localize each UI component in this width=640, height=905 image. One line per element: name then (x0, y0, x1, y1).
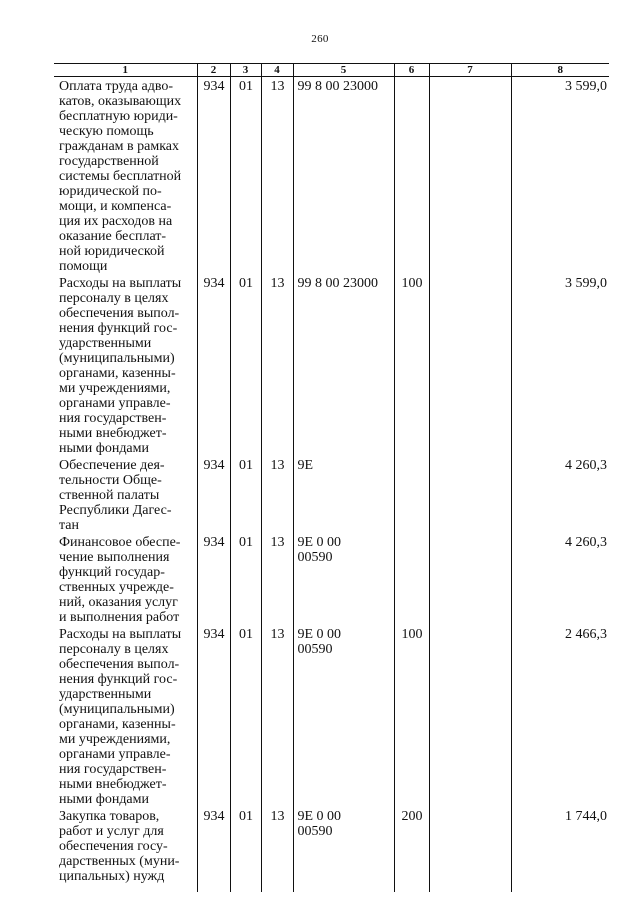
amount: 4 260,3 (511, 456, 609, 533)
subsection-code: 13 (261, 456, 293, 533)
expense-type: 100 (394, 625, 429, 807)
column-7 (429, 274, 511, 456)
ministry-code: 934 (197, 274, 230, 456)
header-row (54, 64, 609, 77)
column-header: 3 (230, 64, 261, 77)
subsection-code: 13 (261, 274, 293, 456)
ministry-code: 934 (197, 807, 230, 892)
budget-table (54, 63, 609, 892)
section-code: 01 (230, 456, 261, 533)
subsection-code: 13 (261, 625, 293, 807)
column-header: 6 (394, 64, 429, 77)
subsection-code: 13 (261, 533, 293, 625)
expense-type: 100 (394, 274, 429, 456)
amount: 3 599,0 (511, 274, 609, 456)
target-article: 99 8 00 23000 (293, 274, 394, 456)
column-header: 2 (197, 64, 230, 77)
amount: 2 466,3 (511, 625, 609, 807)
ministry-code: 934 (197, 533, 230, 625)
subsection-code: 13 (261, 77, 293, 275)
ministry-code: 934 (197, 456, 230, 533)
ministry-code: 934 (197, 625, 230, 807)
column-7 (429, 625, 511, 807)
expense-type (394, 77, 429, 275)
expense-type (394, 456, 429, 533)
amount: 1 744,0 (511, 807, 609, 892)
table-row (54, 533, 609, 625)
row-name: Оплата труда адво- катов, оказывающих бесплатную юриди- ческую помощь гражданам в рамках государственной системы бесплатной юридической по- мощи, и компенса- ция их расходов на оказание бесплат- ной юридической помощи (54, 77, 197, 275)
target-article: 9Е 0 00 00590 (293, 807, 394, 892)
column-header: 8 (511, 64, 609, 77)
page-number: 260 (311, 33, 329, 45)
section-code: 01 (230, 533, 261, 625)
ministry-code: 934 (197, 77, 230, 275)
row-name: Закупка товаров, работ и услуг для обеспечения госу- дарственных (муни- ципальных) нужд (54, 807, 197, 892)
column-7 (429, 533, 511, 625)
section-code: 01 (230, 274, 261, 456)
target-article: 9Е 0 00 00590 (293, 533, 394, 625)
column-header: 7 (429, 64, 511, 77)
column-header: 4 (261, 64, 293, 77)
section-code: 01 (230, 807, 261, 892)
column-header: 1 (54, 64, 197, 77)
amount: 4 260,3 (511, 533, 609, 625)
target-article: 9Е 0 00 00590 (293, 625, 394, 807)
column-7 (429, 456, 511, 533)
section-code: 01 (230, 625, 261, 807)
table-row (54, 274, 609, 456)
expense-type: 200 (394, 807, 429, 892)
column-7 (429, 807, 511, 892)
table-row (54, 625, 609, 807)
target-article: 9Е (293, 456, 394, 533)
target-article: 99 8 00 23000 (293, 77, 394, 275)
amount: 3 599,0 (511, 77, 609, 275)
row-name: Расходы на выплаты персоналу в целях обеспечения выпол- нения функций гос- ударственными (муниципальными) органами, казенны- ми учреждениями, органами управле- ния государствен- ными внебюджет- ными фондами (54, 625, 197, 807)
row-name: Финансовое обеспе- чение выполнения функций государ- ственных учрежде- ний, оказания услуг и выполнения работ (54, 533, 197, 625)
table-row (54, 807, 609, 892)
subsection-code: 13 (261, 807, 293, 892)
section-code: 01 (230, 77, 261, 275)
column-7 (429, 77, 511, 275)
column-header: 5 (293, 64, 394, 77)
row-name: Обеспечение дея- тельности Обще- ственной палаты Республики Дагес- тан (54, 456, 197, 533)
table-row (54, 77, 609, 275)
table-row (54, 456, 609, 533)
row-name: Расходы на выплаты персоналу в целях обеспечения выпол- нения функций гос- ударственными (муниципальными) органами, казенны- ми учреждениями, органами управле- ния государствен- ными внебюджет- ными фондами (54, 274, 197, 456)
expense-type (394, 533, 429, 625)
